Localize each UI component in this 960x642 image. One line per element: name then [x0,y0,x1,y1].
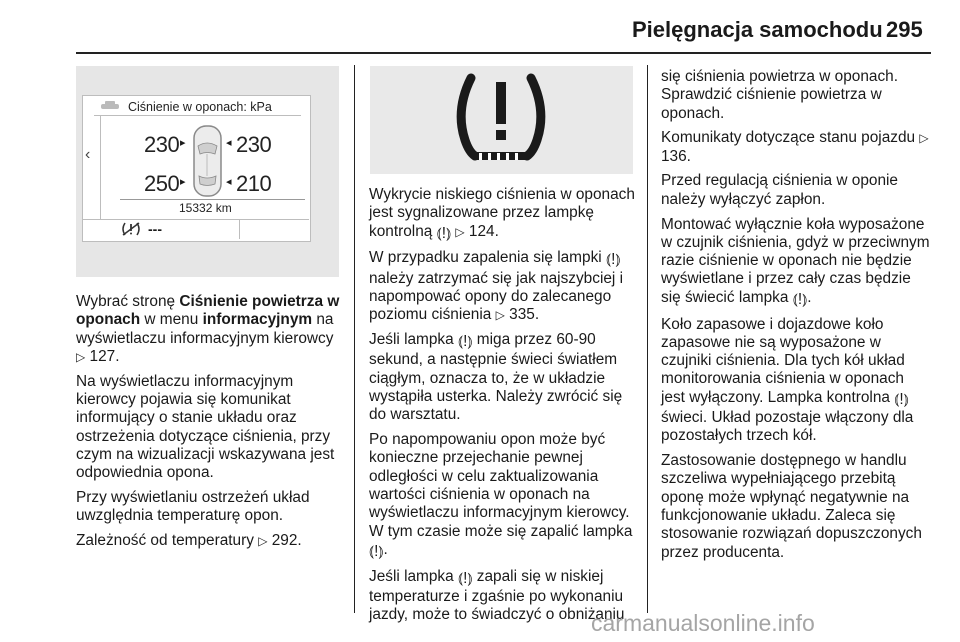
text: miga przez 60-90 sekund, a następnie świeci światłem ciągłym, oznacza to, że w układzie wystąpiła usterka. Należy zwrócić się do warsztatu. [369,331,623,424]
watermark: carmanualsonline.info [591,610,815,636]
display-screen-title: Ciśnienie w oponach: kPa [128,100,272,114]
column-divider [354,65,355,613]
text: Wykrycie niskiego ciśnienia w oponach jest sygnalizowane przez lampkę kontrolną [369,186,635,240]
paragraph [369,331,637,424]
text: Po napompowaniu opon może być konieczne przejechanie pewnej odległości w celu zaktualizowania wartości ciśnienia w oponach na wyświetlaczu informacyjnym kierowcy. W tym czasie może się zapalić lampka [369,431,633,540]
text: W przypadku zapalenia się lampki [369,249,606,267]
header-rule [76,52,931,54]
display-status-dashes: --- [148,221,162,237]
paragraph [661,316,931,446]
text: w menu [140,311,203,329]
tpms-warning-figure [370,66,633,174]
tpms-warning-icon [121,222,141,236]
text: Jeśli lampka [369,567,458,585]
page-reference[interactable]: 335. [509,306,540,324]
paragraph [661,129,931,166]
display-bottom-bar [82,219,309,239]
page-title: Pielęgnacja samochodu [632,17,883,42]
tpms-lamp-icon: ⦅!⦆ [605,251,621,269]
page-reference[interactable]: 124. [468,222,499,240]
page-reference[interactable]: 292. [271,532,302,550]
arrow-left-icon: ◂ [226,137,232,149]
menu-reference: Ciśnienie powietrza w oponach [76,293,340,329]
menu-reference: informacyjnym [202,311,313,329]
arrow-left-icon: ◂ [226,176,232,188]
arrow-ref-icon: ▷ [76,349,86,364]
paragraph [369,186,637,243]
text: . [807,288,812,306]
arrow-right-icon: ▸ [180,176,186,188]
tire-pressure-display-figure [76,66,339,277]
tpms-warning-icon [451,70,551,168]
tpms-lamp-icon: ⦅!⦆ [457,333,473,351]
text: należy zatrzymać się jak najszybciej i napompować opony do zalecanego poziomu ciśnienia [369,269,624,324]
tpms-lamp-icon: ⦅!⦆ [457,569,473,587]
text: Jeśli lampka [369,331,458,349]
paragraph: Zastosowanie dostępnego w handlu szczeliwa wypełniającego przebitą oponę może wpłynąć negatywnie na funkcjonowanie układu. Zaleca się stosowanie rozwiązań dopuszczonych przez producenta. [661,452,922,561]
text: Zależność od temperatury [76,532,259,550]
paragraph [369,249,637,324]
display-bottom-divider [239,220,240,239]
column-3 [661,68,931,568]
tire-value-front-left: 230 [144,132,180,157]
odometer-value: 15332 km [179,201,232,215]
display-inner-border [100,116,101,219]
text: zapali się w niskiej temperaturze i zgaśnie po wykonaniu jazdy, może to świadczyć o obniżaniu [369,567,625,624]
tpms-lamp-icon: ⦅!⦆ [894,390,909,408]
arrow-ref-icon: ▷ [455,224,465,239]
tpms-lamp-icon: ⦅!⦆ [369,542,384,560]
text: Koło zapasowe i dojazdowe koło zapasowe nie są wyposażone w czujniki ciśnienia. Dla tych kół układ monitorowania ciśnienia w oponach jest wyłączony. Lampka kontrolna [661,315,905,406]
text: . [383,540,388,558]
page-reference[interactable]: 136. [661,147,691,165]
text: Komunikaty dotyczące stanu pojazdu [661,129,920,147]
page-number: 295 [886,17,923,42]
column-1 [76,293,344,557]
paragraph [76,532,344,550]
arrow-ref-icon: ▷ [258,534,268,549]
tire-value-rear-right: 210 [236,171,272,196]
column-divider [647,65,648,613]
paragraph [76,293,344,366]
paragraph: się ciśnienia powietrza w oponach. Sprawdzić ciśnienie powietrza w oponach. [661,68,898,122]
tire-value-front-right: 230 [236,132,272,157]
text: świeci. Układ pozostaje włączony dla pozostałych trzech kół. [661,409,914,445]
tire-value-rear-left: 250 [144,171,180,196]
page-header [0,0,960,58]
arrow-ref-icon: ▷ [919,131,929,146]
paragraph: Na wyświetlaczu informacyjnym kierowcy pojawia się komunikat informujący o stanie układu oraz ostrzeżenia dotyczące ciśnienia, przy czym na wizualizacji wskazywana jest odpowiednia opona. [76,372,335,482]
text: Wybrać stronę [76,293,180,310]
paragraph: Przed regulacją ciśnienia w oponie należy wyłączyć zapłon. [661,172,898,208]
odometer-line [120,199,305,200]
chevron-left-icon: ‹ [85,146,91,163]
paragraph [369,431,637,561]
paragraph [661,216,931,309]
page-reference[interactable]: 127. [89,347,120,365]
tpms-lamp-icon: ⦅!⦆ [436,224,452,242]
arrow-right-icon: ▸ [180,137,186,149]
text: na wyświetlaczu informacyjnym kierowcy [76,311,334,347]
arrow-ref-icon: ▷ [495,308,505,323]
paragraph: Przy wyświetlaniu ostrzeżeń układ uwzględnia temperaturę opon. [76,488,310,525]
car-icon [100,101,120,111]
tpms-lamp-icon: ⦅!⦆ [792,290,808,308]
text: Montować wyłącznie koła wyposażone w czujnik ciśnienia, gdyż w przeciwnym razie ciśnienie w oponach nie będzie wyświetlane i przez cały czas będzie się świecić lampka [661,215,930,306]
column-2 [369,186,637,631]
car-top-view-icon [191,124,224,199]
